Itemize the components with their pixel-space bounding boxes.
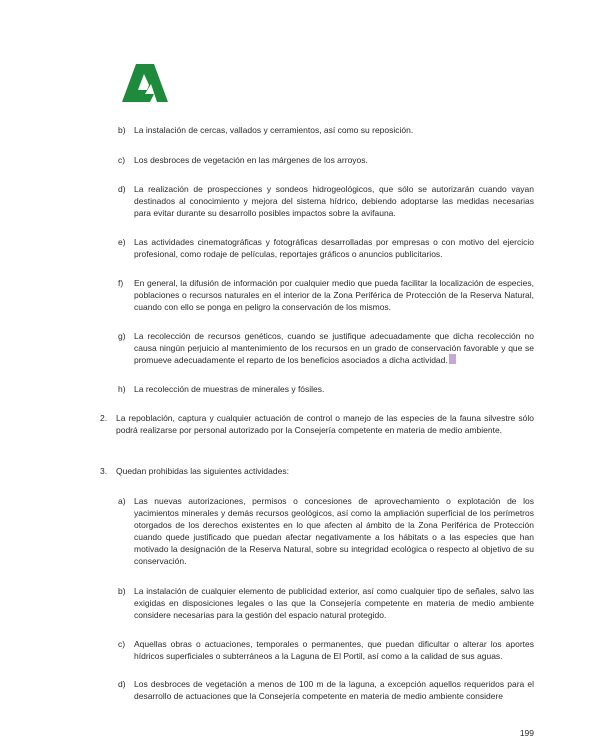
- item-text: La recolección de muestras de minerales y fósiles.: [134, 384, 325, 394]
- list-item: [118, 495, 534, 567]
- junta-andalucia-logo-icon: [100, 60, 190, 108]
- list-item: [118, 277, 534, 313]
- item-marker: d): [118, 184, 126, 194]
- item-marker: a): [118, 496, 126, 506]
- item-text: Aquellas obras o actuaciones, temporales o permanentes, que puedan dificultar o alterar los aportes hídricos superficiales o subterráneos a la Laguna de El Portil, así como a la calidad de sus aguas.: [134, 639, 534, 661]
- item-text: Las nuevas autorizaciones, permisos o concesiones de aprovechamiento o explotación de los yacimientos minerales y demás recursos geológicos, así como la ampliación superficial de los perímetros otorgados de los derechos existentes en lo que afecten al ámbito de la Zona Periférica de Protección cuando quede justificado que puedan afectar negativamente a los hábitats o a las especies que han motivado la designación de la Reserva Natural, sobre su integridad ecológica o respecto al objetivo de su conservación.: [134, 496, 534, 566]
- item-text: Los desbroces de vegetación en las márgenes de los arroyos.: [134, 155, 368, 165]
- item-text: Las actividades cinematográficas y fotográficas desarrolladas por empresas o con motivo del ejercicio profesional, como rodaje de películas, reportajes gráficos o anuncios publicitarios.: [134, 237, 534, 259]
- item-text: La instalación de cualquier elemento de publicidad exterior, así como cualquier tipo de señales, salvo las exigidas en disposiciones legales o las que la Consejería competente en materia de medio ambiente considere necesarias para la gestión del espacio natural protegido.: [134, 586, 534, 620]
- list-item: [118, 638, 534, 662]
- list-item: [118, 585, 534, 621]
- item-marker: f): [118, 278, 124, 288]
- list-item: [118, 330, 534, 366]
- item-marker: b): [118, 125, 126, 135]
- item-marker: c): [118, 155, 126, 165]
- list-item: [118, 383, 534, 395]
- item-text: La repoblación, captura y cualquier actuación de control o manejo de las especies de la fauna silvestre sólo podrá realizarse por personal autorizado por la Consejería competente en materia de medio ambiente.: [116, 413, 534, 435]
- item-text: La realización de prospecciones y sondeos hidrogeológicos, que sólo se autorizarán cuando vayan destinados al conocimiento y mejora del sistema hídrico, debiendo adoptarse las medidas necesarias para evitar durante su desarrollo posibles impactos sobre la avifauna.: [134, 184, 534, 218]
- list-item: [118, 236, 534, 260]
- item-text: Los desbroces de vegetación a menos de 100 m de la laguna, a excepción aquellos requeridos para el desarrollo de actuaciones que la Consejería competente en materia de medio ambiente considere: [134, 679, 534, 701]
- item-marker: h): [118, 384, 126, 394]
- item-marker: b): [118, 586, 126, 596]
- item-marker: 3.: [100, 466, 108, 476]
- numbered-paragraph: [100, 465, 534, 477]
- item-marker: e): [118, 237, 126, 247]
- text-cursor-highlight: [449, 354, 456, 364]
- item-text: Quedan prohibidas las siguientes actividades:: [116, 466, 289, 476]
- item-text: La recolección de recursos genéticos, cuando se justifique adecuadamente que dicha recolección no causa ningún perjuicio al mantenimiento de los recursos en un grado de conservación favorable y que se promueve adecuadamente el reparto de los beneficios asociados a dicha actividad.: [134, 331, 534, 365]
- item-marker: 2.: [100, 413, 108, 423]
- numbered-paragraph: [100, 412, 534, 436]
- item-marker: d): [118, 679, 126, 689]
- item-marker: g): [118, 331, 126, 341]
- list-item: [118, 183, 534, 219]
- item-text: En general, la difusión de información por cualquier medio que pueda facilitar la localización de especies, poblaciones o recursos naturales en el interior de la Zona Periférica de Protección de la Reserva Natural, cuando con ello se ponga en peligro la conservación de los mismos.: [134, 278, 534, 312]
- item-text: La instalación de cercas, vallados y cerramientos, así como su reposición.: [134, 125, 414, 135]
- page-number: 199: [519, 728, 534, 738]
- list-item: [118, 124, 534, 136]
- list-item: [118, 154, 534, 166]
- list-item: [118, 678, 534, 702]
- item-marker: c): [118, 639, 126, 649]
